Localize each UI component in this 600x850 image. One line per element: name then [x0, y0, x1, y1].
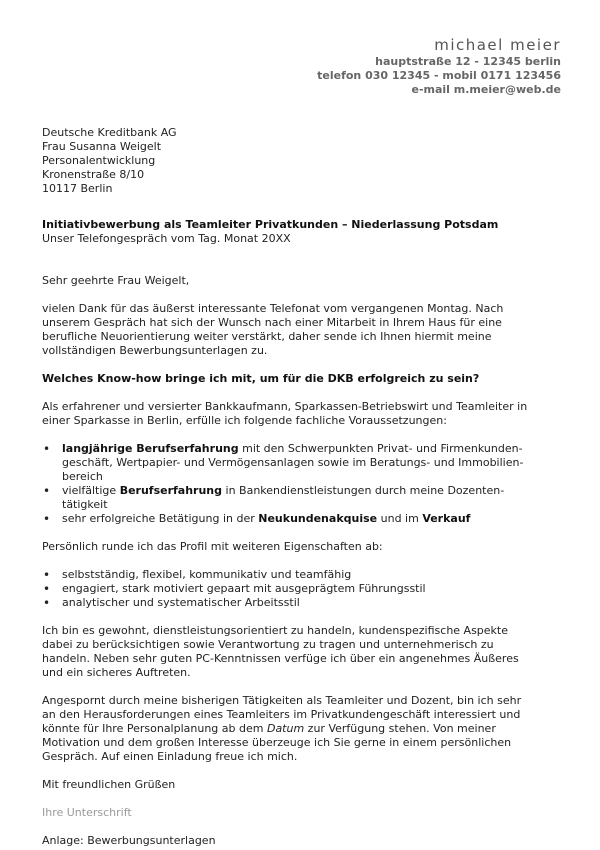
text-line: bereich: [62, 470, 103, 483]
text-line: [42, 722, 562, 736]
text-line: Motivation und dem großen Interesse überzeuge ich Sie gerne in einem persönlichen: [42, 736, 512, 749]
closing-paragraph: [42, 694, 562, 764]
text-span: zur Verfügung stehen. Von meiner: [304, 722, 496, 735]
greeting: Mit freundlichen Grüßen: [42, 778, 176, 791]
list-item: [62, 512, 562, 526]
attachment-line: Anlage: Bewerbungsunterlagen: [42, 834, 216, 847]
text-span: sehr erfolgreiche Betätigung in der: [62, 512, 259, 525]
text-span: könnte für Ihre Personalplanung ab dem: [42, 722, 267, 735]
profile-intro: Persönlich runde ich das Profil mit weiteren Eigenschaften ab:: [42, 540, 383, 553]
text-span: in Bankendienstleistungen durch meine Dozenten-: [222, 484, 505, 497]
recipient-line: Kronenstraße 8/10: [42, 168, 145, 181]
qualification-list: [42, 442, 562, 526]
text-line: Gespräch. Auf einen Einladung freue ich mich.: [42, 750, 298, 763]
text-line: vollständigen Bewerbungsunterlagen zu.: [42, 344, 268, 357]
intro-paragraph: [42, 302, 562, 358]
text-line: und ein sicheres Auftreten.: [42, 666, 191, 679]
recipient-line: 10117 Berlin: [42, 182, 113, 195]
text-line: berufliche Neuorientierung weiter verstärkt, daher sende ich Ihnen hiermit meine: [42, 330, 492, 343]
text-line: einer Sparkasse in Berlin, erfülle ich folgende fachliche Voraussetzungen:: [42, 414, 447, 427]
recipient-line: Frau Susanna Weigelt: [42, 140, 162, 153]
text-line: unserem Gespräch hat sich der Wunsch nach einer Mitarbeit in Ihrem Haus für eine: [42, 316, 502, 329]
text-line: an den Herausforderungen eines Teamleiters im Privatkundengeschäft interessiert und: [42, 708, 521, 721]
signature-placeholder: Ihre Unterschrift: [42, 806, 132, 819]
text-span: vielfältige: [62, 484, 120, 497]
trait-list: [42, 568, 562, 610]
text-line: dabei zu berücksichtigen sowie Verantwortung zu tragen und unternehmerisch zu: [42, 638, 494, 651]
list-item: [62, 442, 562, 484]
bold-phrase: Berufserfahrung: [119, 484, 223, 497]
sender-address: hauptstraße 12 - 12345 berlin: [375, 55, 561, 68]
sender-name: michael meier: [434, 36, 561, 54]
text-span: und im: [377, 512, 423, 525]
section-headline: Welches Know-how bringe ich mit, um für die DKB erfolgreich zu sein?: [42, 372, 480, 385]
list-item: [62, 484, 562, 512]
subject-line: Initiativbewerbung als Teamleiter Privatkunden – Niederlassung Potsdam: [42, 218, 499, 231]
text-line: Ich bin es gewohnt, dienstleistungsorientiert zu handeln, kundenspezifische Aspekte: [42, 624, 509, 637]
recipient-line: Personalentwicklung: [42, 154, 156, 167]
text-line: tätigkeit: [62, 498, 108, 511]
text-line: vielen Dank für das äußerst interessante Telefonat vom vergangenen Montag. Nach: [42, 302, 504, 315]
list-item: • selbstständig, flexibel, kommunikativ und teamfähig: [62, 568, 562, 582]
letter-body: [42, 126, 562, 848]
salutation: Sehr geehrte Frau Weigelt,: [42, 274, 190, 287]
service-paragraph: [42, 624, 562, 680]
text-span: mit den Schwerpunkten Privat- und Firmenkunden-: [238, 442, 523, 455]
bold-phrase: Verkauf: [422, 512, 471, 525]
sender-phone: telefon 030 12345 - mobil 0171 123456: [317, 69, 561, 82]
text-line: geschäft, Wertpapier- und Vermögensanlagen sowie im Beratungs- und Immobilien-: [62, 456, 524, 469]
recipient-line: Deutsche Kreditbank AG: [42, 126, 177, 139]
reference-line: Unser Telefongespräch vom Tag. Monat 20XX: [42, 232, 291, 245]
italic-phrase: Datum: [266, 722, 305, 735]
sender-email: e-mail m.meier@web.de: [411, 83, 561, 96]
list-item: • analytischer und systematischer Arbeitsstil: [62, 596, 562, 610]
experience-paragraph: [42, 400, 562, 428]
list-item: • engagiert, stark motiviert gepaart mit ausgeprägtem Führungsstil: [62, 582, 562, 596]
text-line: Angespornt durch meine bisherigen Tätigkeiten als Teamleiter und Dozent, bin ich sehr: [42, 694, 522, 707]
bold-phrase: langjährige Berufserfahrung: [62, 442, 239, 455]
text-line: handeln. Neben sehr guten PC-Kenntnissen verfüge ich über ein angenehmes Äußeres: [42, 652, 519, 665]
bold-phrase: Neukundenakquise: [258, 512, 378, 525]
text-line: Als erfahrener und versierter Bankkaufmann, Sparkassen-Betriebswirt und Teamleiter in: [42, 400, 528, 413]
recipient-address: [42, 126, 562, 196]
sender-block: [317, 38, 561, 97]
